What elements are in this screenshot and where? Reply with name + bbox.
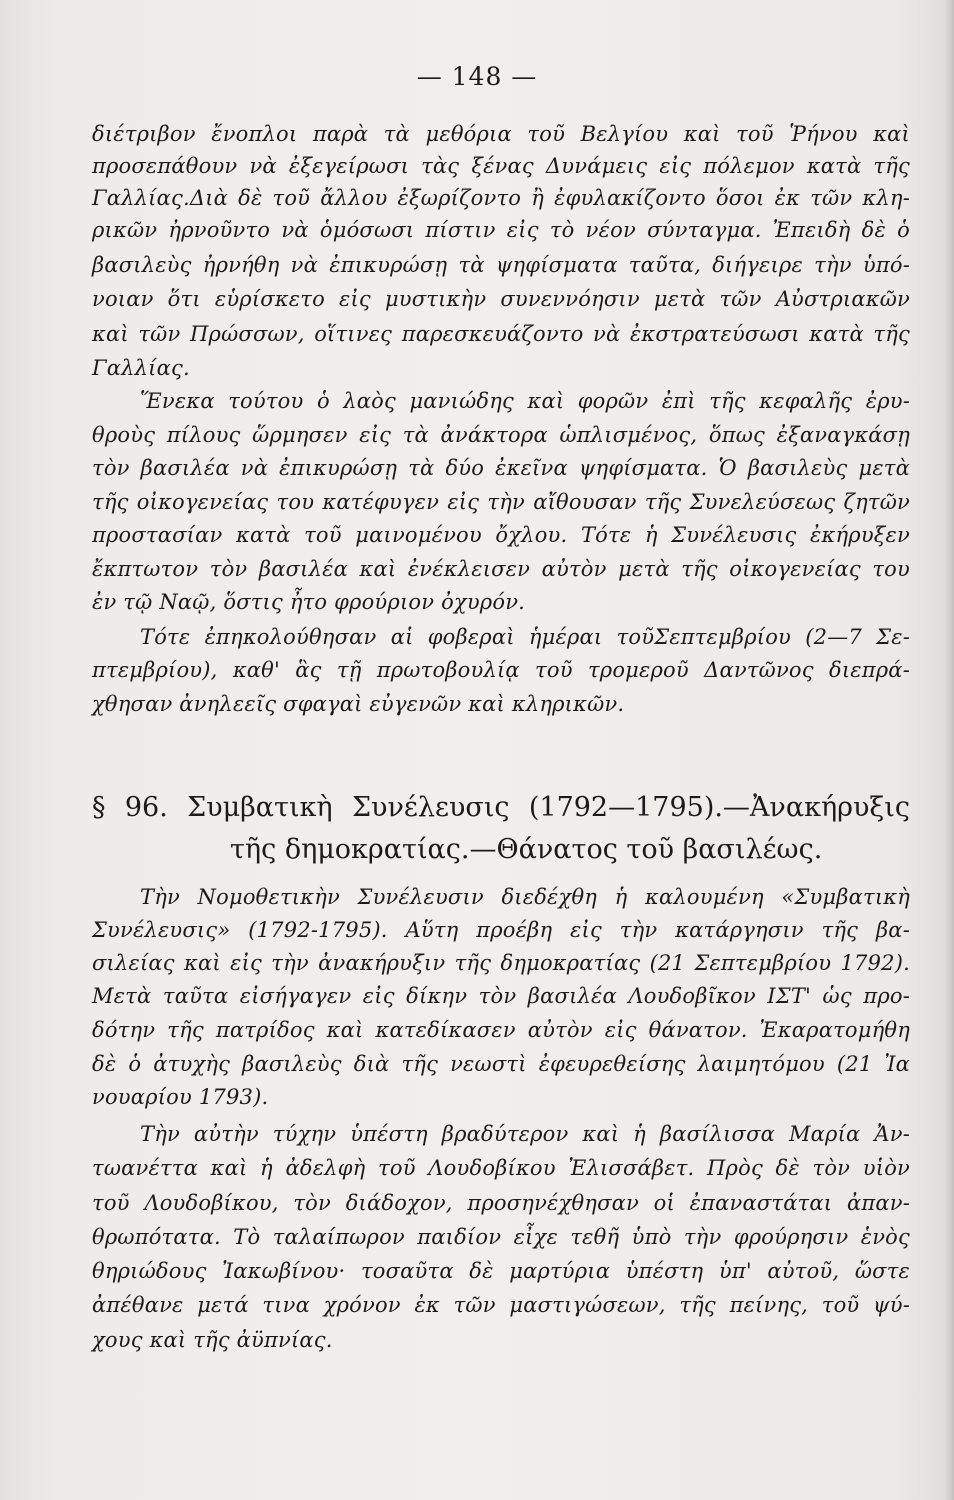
text-line: Γαλλίας. [92,356,190,380]
text-line: χθησαν ἀνηλεεῖς σφαγαὶ εὐγενῶν καὶ κληρικῶν. [92,692,625,716]
page-number: — 148 — [416,62,538,91]
text-line: θρωπότατα. Τὸ ταλαίπωρον παιδίον εἶχε τεθῆ ὑπὸ τὴν φρούρησιν ἑνὸς [92,1225,910,1249]
page-edge-shadow [944,0,954,1500]
text-line: Μετὰ ταῦτα εἰσήγαγεν εἰς δίκην τὸν βασιλέα Λουδοβῖκον ΙΣΤ' ὡς προ- [92,984,910,1008]
text-line: Τὴν Νομοθετικὴν Συνέλευσιν διεδέχθη ἡ καλουμένη «Συμβατικὴ [140,885,910,909]
text-line: βασιλεὺς ἠρνήθη νὰ ἐπικυρώσῃ τὰ ψηφίσματα ταῦτα, διήγειρε τὴν ὑπό- [92,253,910,277]
text-line: προσεπάθουν νὰ ἐξεγείρωσι τὰς ξένας Δυνάμεις εἰς πόλεμον κατὰ τῆς [92,154,910,178]
text-line: δὲ ὁ ἀτυχὴς βασιλεὺς διὰ τῆς νεωστὶ ἐφευρεθείσης λαιμητόμου (21 Ἰα [92,1052,910,1076]
text-line: θροὺς πίλους ὥρμησεν εἰς τὰ ἀνάκτορα ὡπλισμένος, ὅπως ἐξαναγκάσῃ [92,423,910,447]
text-line: Ἕνεκα τούτου ὁ λαὸς μανιώδης καὶ φορῶν ἐπὶ τῆς κεφαλῆς ἐρυ- [140,389,910,413]
text-line: Τότε ἐπηκολούθησαν αἱ φοβεραὶ ἡμέραι τοῦΣεπτεμβρίου (2—7 Σε- [140,625,910,649]
text-line: Συνέλευσις» (1792-1795). Αὕτη προέβη εἰς τὴν κατάργησιν τῆς βα- [92,918,910,942]
text-line: ἔκπτωτον τὸν βασιλέα καὶ ἐνέκλεισεν αὐτὸν μετὰ τῆς οἰκογενείας του [92,557,910,581]
text-line: ἀπέθανε μετά τινα χρόνον ἐκ τῶν μαστιγώσεων, τῆς πείνης, τοῦ ψύ- [92,1293,910,1317]
text-line: τωανέττα καὶ ἡ ἀδελφὴ τοῦ Λουδοβίκου Ἐλισσάβετ. Πρὸς δὲ τὸν υἱὸν [92,1156,910,1180]
text-line: ἐν τῷ Ναῷ, ὅστις ἦτο φρούριον ὀχυρόν. [92,590,526,614]
text-line: σιλείας καὶ εἰς τὴν ἀνακήρυξιν τῆς δημοκρατίας (21 Σεπτεμβρίου 1792). [92,951,910,975]
section-heading: § 96. Συμβατικὴ Συνέλευσις (1792—1795).—Ἀνακήρυξις [92,792,910,823]
text-line: τῆς οἰκογενείας του κατέφυγεν εἰς τὴν αἴθουσαν τῆς Συνελεύσεως ζητῶν [92,490,910,514]
text-line: δότην τῆς πατρίδος καὶ κατεδίκασεν αὐτὸν εἰς θάνατον. Ἐκαρατομήθη [92,1018,910,1042]
text-line: τὸν βασιλέα νὰ ἐπικυρώσῃ τὰ δύο ἐκεῖνα ψηφίσματα. Ὁ βασιλεὺς μετὰ [92,456,910,480]
text-line: Γαλλίας.Διὰ δὲ τοῦ ἄλλου ἐξωρίζοντο ἢ ἐφυλακίζοντο ὅσοι ἐκ τῶν κλη- [92,186,910,210]
text-line: ρικῶν ἠρνοῦντο νὰ ὁμόσωσι πίστιν εἰς τὸ νέον σύνταγμα. Ἐπειδὴ δὲ ὁ [92,218,910,242]
text-line: θηριώδους Ἰακωβίνου· τοσαῦτα δὲ μαρτύρια ὑπέστη ὑπ' αὐτοῦ, ὥστε [92,1259,910,1283]
text-line: πτεμβρίου), καθ' ἃς τῇ πρωτοβουλίᾳ τοῦ τρομεροῦ Δαντῶνος διεπρά- [92,658,910,682]
text-line: προστασίαν κατὰ τοῦ μαινομένου ὄχλου. Τότε ἡ Συνέλευσις ἐκήρυξεν [92,523,910,547]
text-line: διέτριβον ἔνοπλοι παρὰ τὰ μεθόρια τοῦ Βελγίου καὶ τοῦ Ῥήνου καὶ [92,122,910,146]
text-line: καὶ τῶν Πρώσσων, οἵτινες παρεσκευάζοντο νὰ ἐκστρατεύσωσι κατὰ τῆς [92,322,910,346]
section-heading-continued: τῆς δημοκρατίας.—Θάνατος τοῦ βασιλέως. [230,834,823,865]
text-line: χους καὶ τῆς ἀϋπνίας. [92,1328,333,1352]
text-line: τοῦ Λουδοβίκου, τὸν διάδοχον, προσηνέχθησαν οἱ ἐπαναστάται ἀπαν- [92,1191,910,1215]
text-line: Τὴν αὐτὴν τύχην ὑπέστη βραδύτερον καὶ ἡ βασίλισσα Μαρία Ἀν- [140,1122,910,1146]
text-line: νουαρίου 1793). [92,1085,269,1109]
text-line: νοιαν ὅτι εὑρίσκετο εἰς μυστικὴν συνεννόησιν μετὰ τῶν Αὐστριακῶν [92,287,910,311]
